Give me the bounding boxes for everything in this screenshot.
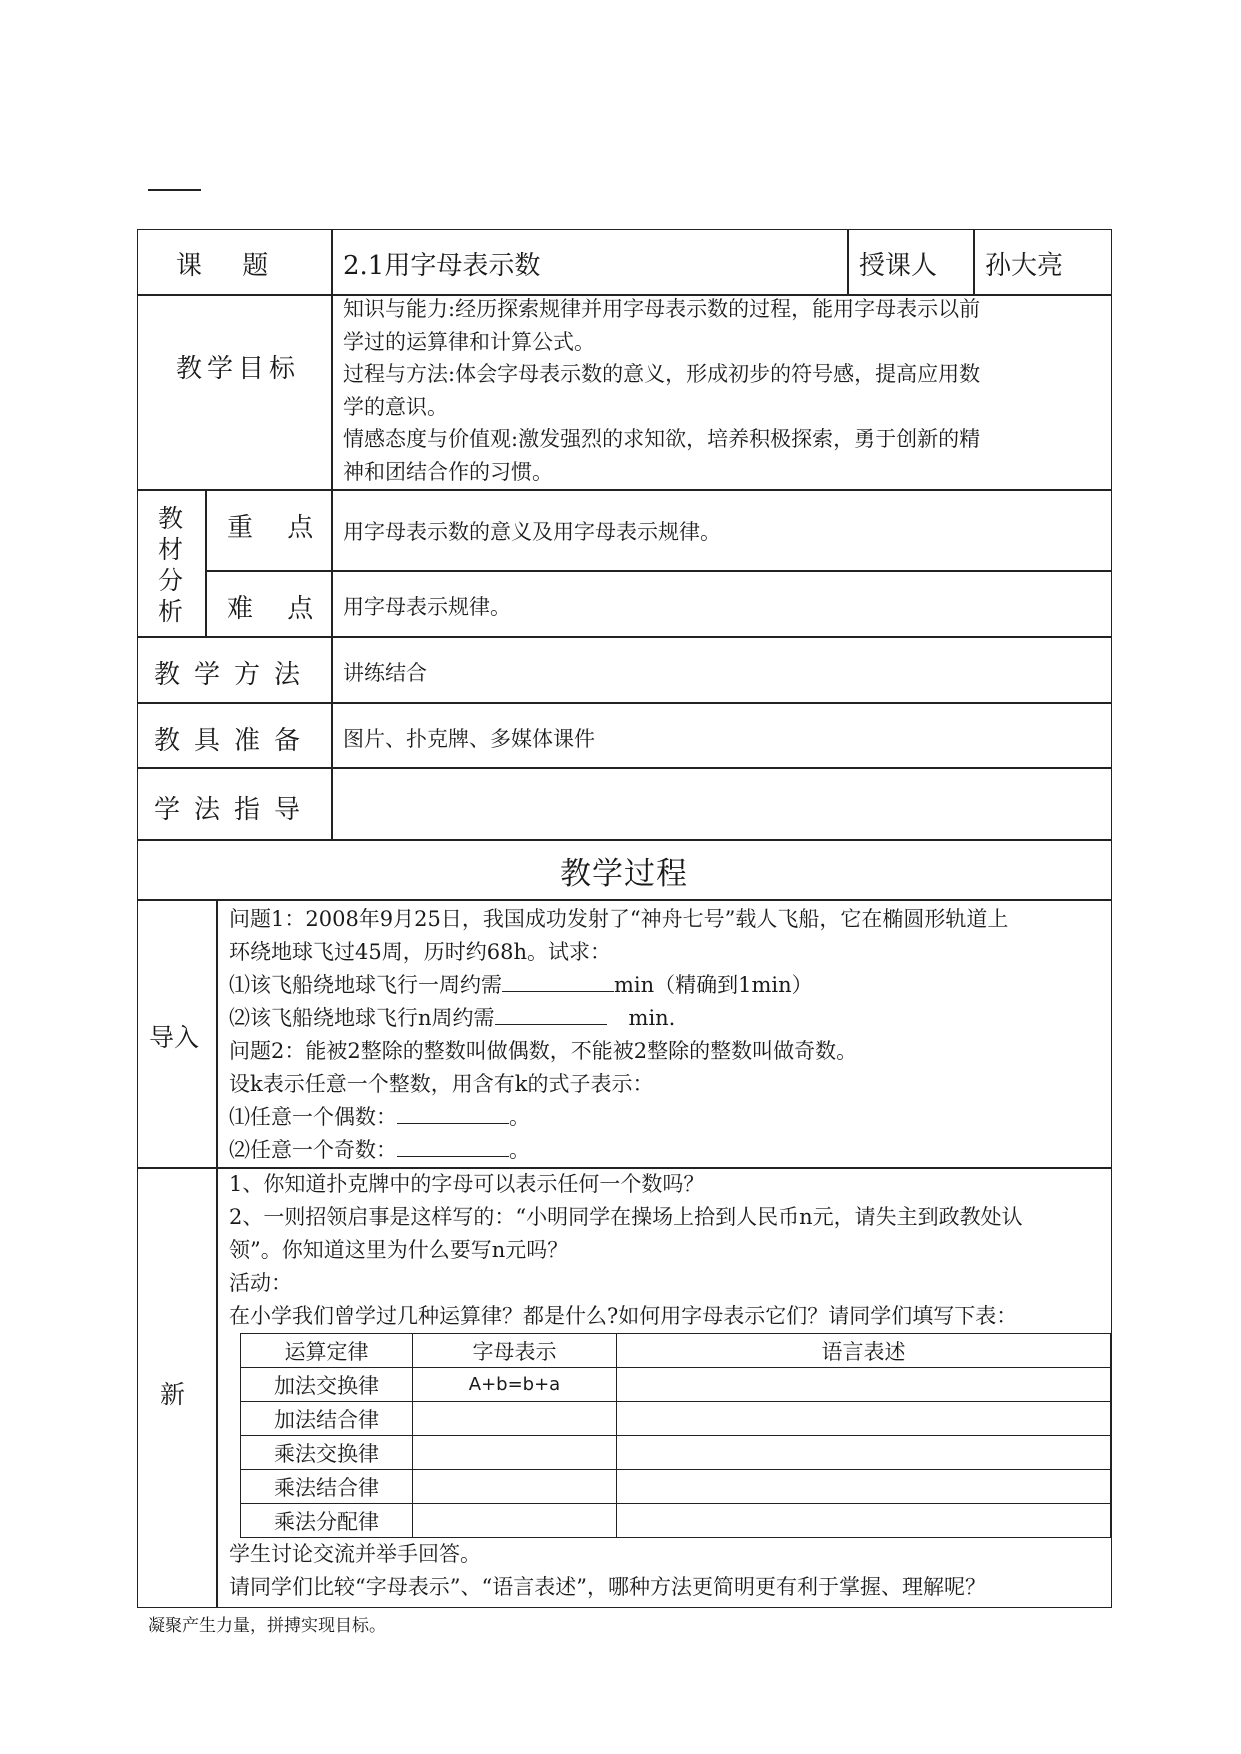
lesson-topic: 2.1用字母表示数 <box>343 251 541 281</box>
answer-blank[interactable] <box>502 973 614 992</box>
table-header-row <box>241 1334 1111 1368</box>
guidance-label: 学法指导 <box>154 795 315 825</box>
objectives-text: 知识与能力:经历探索规律并用字母表示数的过程，能用字母表示以前 学过的运算律和计算公式。 过程与方法:体会字母表示数的意义，形成初步的符号感，提高应用数 学的意识。 情感态度与价值观:激发强烈的求知欲，培养积极探索，勇于创新的精 神和团结合作的习惯。 <box>343 297 981 484</box>
method-text: 讲练结合 <box>343 661 427 685</box>
new-section-after: 学生讨论交流并举手回答。 请同学们比较“字母表示”、“语言表述”，哪种方法更简明更有利于掌握、理解呢？ <box>229 1542 986 1599</box>
objectives-label: 教学目标 <box>176 354 301 384</box>
key-point-label: 重 点 <box>227 513 316 543</box>
key-point-text: 用字母表示数的意义及用字母表示规律。 <box>343 520 721 544</box>
new-section-text: 1、你知道扑克牌中的字母可以表示任何一个数吗？ 2、一则招领启事是这样写的：“小明同学在操场上拾到人民币n元，请失主到政教处认 领”。你知道这里为什么要写n元吗？ 活动： 在小学我们曾学过几种运算律？都是什么?如何用字母表示它们？请同学们填写下表： <box>229 1172 1023 1328</box>
table-header: 运算定律 <box>241 1334 413 1368</box>
header-rule <box>148 189 201 191</box>
difficulty-label: 难 点 <box>227 594 316 624</box>
new-section-label: 新 <box>160 1380 186 1409</box>
intro-label: 导入 <box>149 1023 200 1052</box>
answer-blank[interactable] <box>397 1138 509 1157</box>
tools-text: 图片、扑克牌、多媒体课件 <box>343 727 595 751</box>
topic-label: 课 题 <box>176 251 271 281</box>
process-title: 教学过程 <box>560 856 688 892</box>
table-row: 加法结合律 <box>241 1402 1111 1436</box>
answer-blank[interactable] <box>397 1105 509 1124</box>
table-row: 加法交换律 A+b=b+a <box>241 1368 1111 1402</box>
method-label: 教学方法 <box>154 660 315 690</box>
table-header: 字母表示 <box>413 1334 617 1368</box>
laws-table <box>240 1333 1111 1538</box>
footer-motto: 凝聚产生力量，拼搏实现目标。 <box>148 1616 386 1636</box>
answer-blank[interactable] <box>495 1006 607 1025</box>
table-row: 乘法交换律 <box>241 1436 1111 1470</box>
table-row: 乘法分配律 <box>241 1504 1111 1538</box>
teacher-label: 授课人 <box>859 251 938 281</box>
teacher-name: 孙大亮 <box>985 251 1064 281</box>
analysis-label: 教 材 分 析 <box>158 504 184 626</box>
intro-text: 问题1：2008年9月25日，我国成功发射了“神舟七号”载人飞船，它在椭圆形轨道上 环绕地球飞过45周，历时约68h。试求： ⑴该飞船绕地球飞行一周约需 min（精确到1min） ⑵该飞船绕地球飞行n周约需 min. 问题2：能被2整除的整数叫做偶数，不能被2整除的整数叫做奇数。 设k表示任意一个整数，用含有k的式子表示： ⑴任意一个偶数： 。 ⑵任意一个奇数： 。 <box>229 907 1009 1162</box>
table-row: 乘法结合律 <box>241 1470 1111 1504</box>
tools-label: 教具准备 <box>154 726 315 756</box>
difficulty-text: 用字母表示规律。 <box>343 595 511 619</box>
table-header: 语言表述 <box>617 1334 1111 1368</box>
